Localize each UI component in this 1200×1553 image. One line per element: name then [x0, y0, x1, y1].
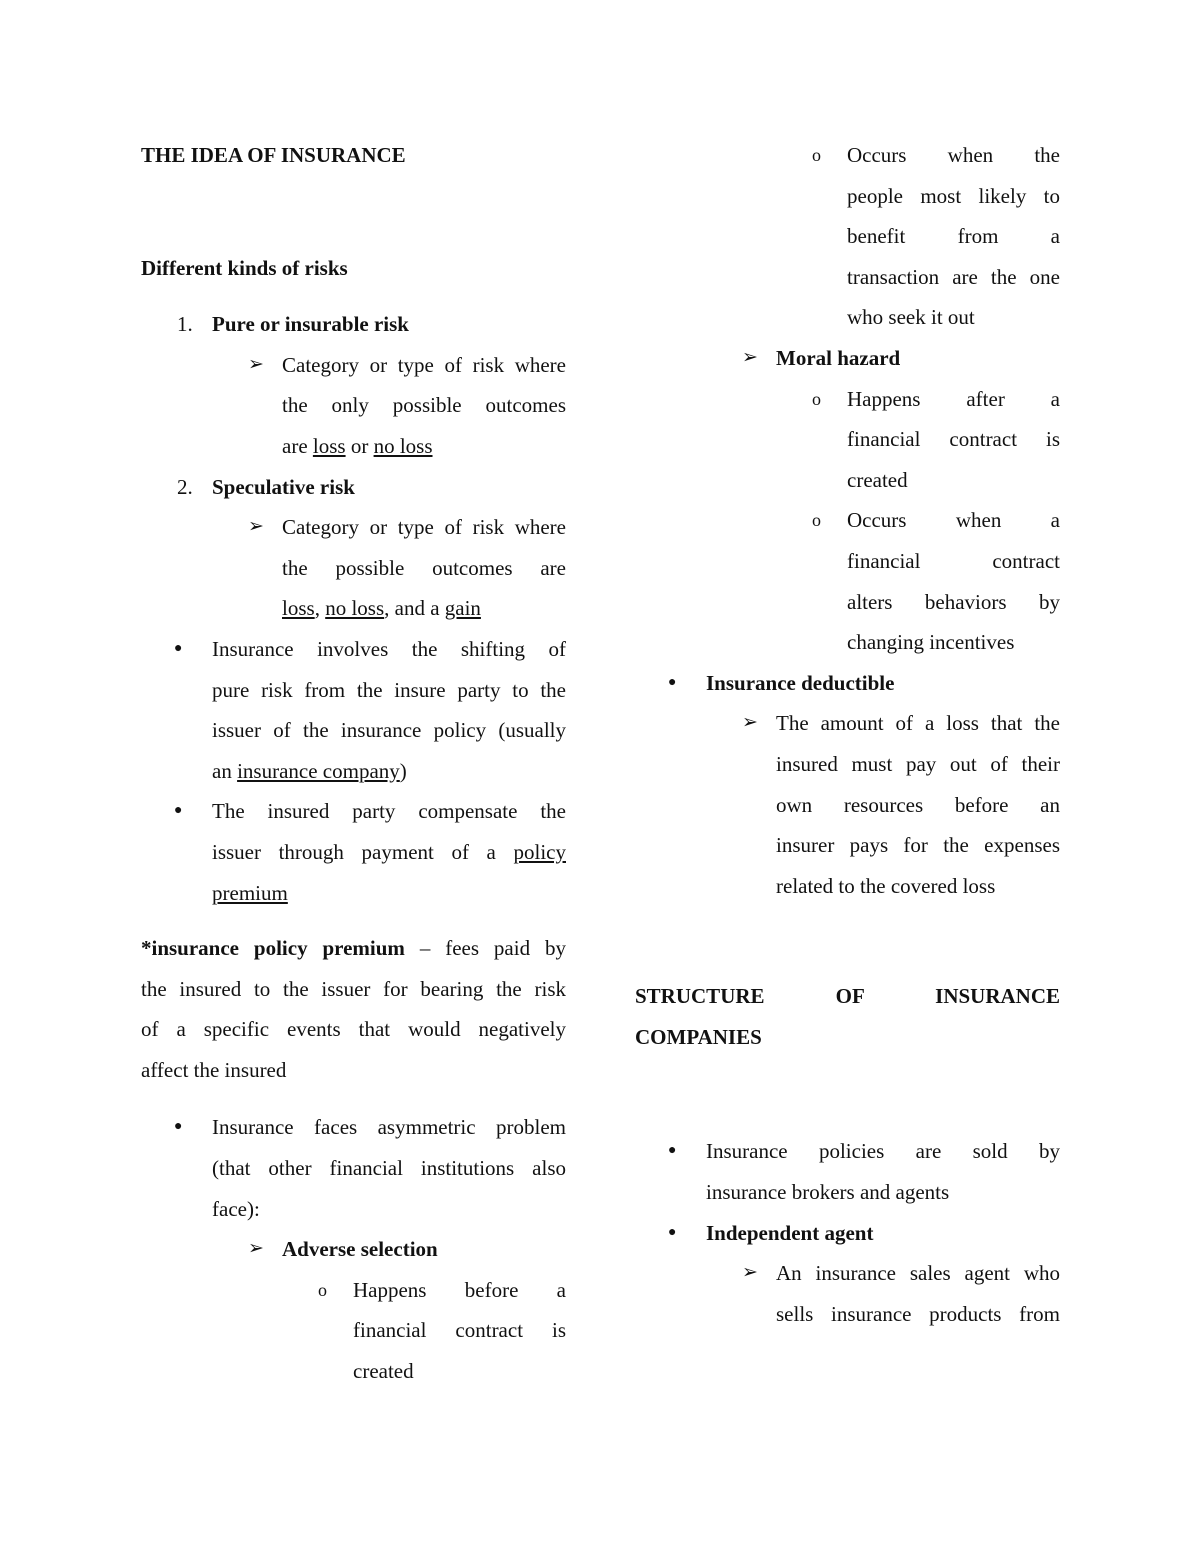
moral-hazard-point-1	[812, 379, 1060, 501]
text-line: who seek it out	[847, 305, 975, 330]
bullet-independent-agent	[668, 1213, 1060, 1254]
text-line: The insured party compensate the	[212, 799, 566, 824]
item-title: Pure or insurable risk	[212, 312, 409, 337]
independent-agent-description	[742, 1253, 1060, 1334]
text-line	[212, 751, 566, 792]
underlined-term: loss	[312, 433, 346, 458]
text-line: insured must pay out of their	[776, 751, 1060, 776]
text-line: financial contract is	[353, 1318, 566, 1343]
left-column	[141, 135, 566, 1392]
text-span: , and a	[384, 596, 445, 621]
moral-hazard-point-2	[812, 500, 1060, 662]
moral-hazard	[742, 338, 1060, 379]
underlined-term: no loss	[373, 433, 433, 458]
text-line: An insurance sales agent who	[776, 1261, 1060, 1286]
bullet-compensation	[174, 791, 566, 913]
text-line: financial contract	[847, 548, 1060, 573]
bullet-policies-sold	[668, 1131, 1060, 1212]
text-span: – fees paid by	[404, 936, 566, 961]
text-line: related to the covered loss	[776, 873, 996, 898]
underlined-term: loss	[282, 596, 315, 621]
bullet-icon: ●	[668, 674, 677, 690]
text-span: )	[399, 758, 407, 783]
text-line: Insurance policies are sold by	[706, 1139, 1060, 1164]
arrow-bullet-icon: ➢	[248, 353, 264, 375]
text-line: Happens before a	[353, 1277, 566, 1302]
text-line: The amount of a loss that the	[776, 711, 1060, 736]
text-line: alters behaviors by	[847, 589, 1060, 614]
underlined-term: premium	[212, 880, 288, 905]
list-item-pure-risk	[177, 304, 566, 345]
risks-heading: Different kinds of risks	[141, 255, 348, 280]
bullet-icon: ●	[174, 640, 183, 656]
deductible-description	[742, 703, 1060, 906]
text-line: transaction are the one	[847, 264, 1060, 289]
list-item-speculative-risk	[177, 467, 566, 508]
definition-term: *insurance policy premium	[141, 936, 405, 961]
adverse-selection-point-2	[812, 135, 1060, 338]
item-title: Moral hazard	[776, 345, 901, 370]
item-title: Independent agent	[706, 1220, 874, 1245]
bullet-asymmetric-problem	[174, 1107, 566, 1229]
circle-bullet-icon: o	[812, 510, 821, 531]
text-line: benefit from a	[847, 224, 1060, 249]
text-line: insurer pays for the expenses	[776, 833, 1060, 858]
bullet-icon: ●	[668, 1143, 677, 1159]
item-title: Insurance deductible	[706, 670, 895, 695]
text-line: of a specific events that would negatively	[141, 1017, 566, 1042]
premium-definition	[141, 928, 566, 1090]
arrow-bullet-icon: ➢	[742, 346, 758, 368]
heading-line: COMPANIES	[635, 1024, 762, 1049]
text-line: (that other financial institutions also	[212, 1156, 566, 1181]
text-line	[282, 426, 566, 467]
document-title: THE IDEA OF INSURANCE	[141, 143, 406, 167]
underlined-term: policy	[513, 839, 566, 864]
text-line: issuer of the insurance policy (usually	[212, 718, 566, 743]
text-line: Happens after a	[847, 386, 1060, 411]
pure-risk-description	[248, 345, 566, 467]
text-line: created	[847, 467, 908, 492]
text-line: financial contract is	[847, 427, 1060, 452]
list-number: 2.	[177, 474, 193, 499]
text-line: affect the insured	[141, 1057, 287, 1082]
item-title: Speculative risk	[212, 474, 355, 499]
adverse-selection-point-1	[318, 1270, 566, 1392]
arrow-bullet-icon: ➢	[248, 516, 264, 538]
text-line: Category or type of risk where	[282, 515, 566, 540]
text-line	[212, 873, 566, 914]
circle-bullet-icon: o	[318, 1279, 327, 1300]
bullet-icon: ●	[174, 803, 183, 819]
structure-heading	[635, 976, 1060, 1057]
text-line: face):	[212, 1196, 260, 1221]
text-span: ,	[314, 596, 326, 621]
circle-bullet-icon: o	[812, 145, 821, 165]
arrow-bullet-icon: ➢	[742, 712, 758, 734]
list-number: 1.	[177, 312, 193, 337]
text-line	[141, 928, 566, 969]
text-line: the possible outcomes are	[282, 555, 566, 580]
text-span: an	[212, 758, 238, 783]
bullet-insurance-deductible	[668, 663, 1060, 704]
bullet-icon: ●	[174, 1119, 183, 1135]
text-line: insurance brokers and agents	[706, 1180, 950, 1205]
underlined-term: no loss	[325, 596, 385, 621]
text-line: Category or type of risk where	[282, 352, 566, 377]
text-line: sells insurance products from	[776, 1301, 1060, 1326]
text-line: Occurs when the	[847, 143, 1060, 167]
arrow-bullet-icon: ➢	[248, 1238, 264, 1260]
text-span: or	[345, 433, 374, 458]
arrow-bullet-icon: ➢	[742, 1262, 758, 1284]
text-line: people most likely to	[847, 183, 1060, 208]
text-span: are	[282, 433, 313, 458]
text-line	[212, 832, 566, 873]
text-line: the only possible outcomes	[282, 393, 566, 418]
text-line: created	[353, 1359, 414, 1384]
right-column	[635, 135, 1060, 1334]
speculative-risk-description	[248, 507, 566, 629]
text-line: Occurs when a	[847, 508, 1060, 533]
text-span: issuer through payment of a	[212, 839, 514, 864]
bullet-icon: ●	[668, 1224, 677, 1240]
text-line	[282, 588, 566, 629]
text-line: the insured to the issuer for bearing the risk	[141, 976, 566, 1001]
circle-bullet-icon: o	[812, 388, 821, 409]
text-line: Insurance involves the shifting of	[212, 636, 566, 661]
bullet-shifting-risk	[174, 629, 566, 791]
adverse-selection	[248, 1229, 566, 1270]
heading-line: STRUCTURE OF INSURANCE	[635, 984, 1060, 1009]
underlined-term: gain	[444, 596, 481, 621]
text-line: pure risk from the insure party to the	[212, 677, 566, 702]
underlined-term: insurance company	[237, 758, 400, 783]
item-title: Adverse selection	[282, 1237, 438, 1262]
text-line: own resources before an	[776, 792, 1060, 817]
text-line: Insurance faces asymmetric problem	[212, 1115, 566, 1140]
text-line: changing incentives	[847, 630, 1015, 655]
